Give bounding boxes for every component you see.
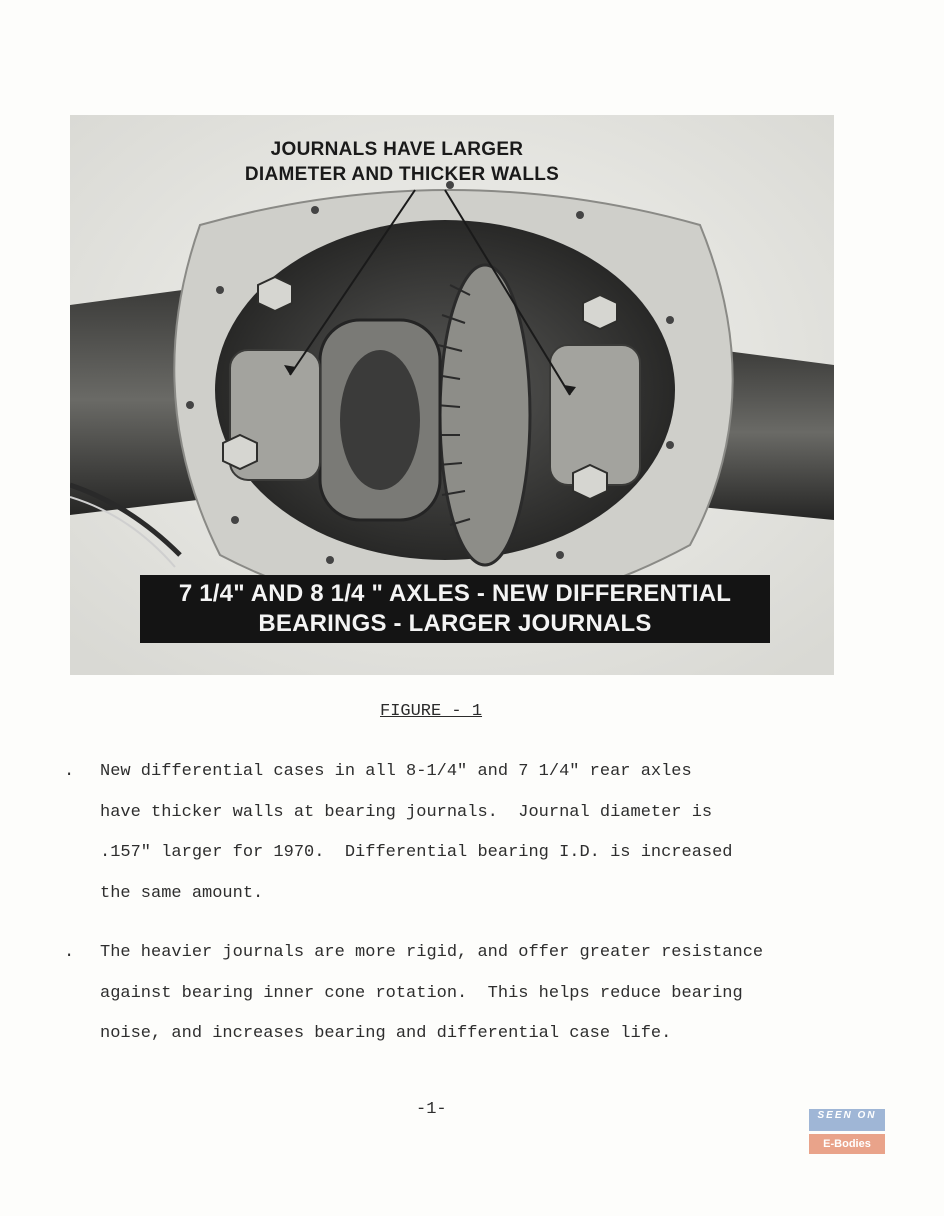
- journals-callout: [70, 137, 834, 187]
- bullet-1: .: [64, 762, 75, 781]
- paragraph-2: [100, 933, 880, 1055]
- stamp-top-text: SEEN ON: [809, 1109, 885, 1131]
- banner-line-2: BEARINGS - LARGER JOURNALS: [258, 610, 652, 637]
- paragraph-2-line-1: The heavier journals are more rigid, and offer greater resistance: [100, 943, 764, 962]
- callout-line-2: DIAMETER AND THICKER WALLS: [244, 164, 560, 185]
- paragraph-1-line-3: .157" larger for 1970. Differential bearing I.D. is increased: [100, 843, 733, 862]
- paragraph-2-line-3: noise, and increases bearing and differential case life.: [100, 1024, 672, 1043]
- banner-line-1: 7 1/4" AND 8 1/4 " AXLES - NEW DIFFERENTIAL: [178, 580, 732, 607]
- paragraph-1-line-2: have thicker walls at bearing journals. Journal diameter is: [100, 802, 713, 822]
- paragraph-2-line-2: against bearing inner cone rotation. This helps reduce bearing: [100, 983, 743, 1003]
- paragraph-1-line-1: New differential cases in all 8-1/4" and 7 1/4" rear axles: [100, 762, 692, 781]
- bullet-2: .: [64, 943, 75, 962]
- seen-on-ebodies-stamp: [809, 1109, 885, 1155]
- page-number: -1-: [416, 1100, 447, 1119]
- paragraph-1: [100, 752, 880, 914]
- figure-caption: FIGURE - 1: [380, 702, 483, 721]
- stamp-bottom-text: E-Bodies: [809, 1134, 885, 1154]
- axle-banner: [140, 575, 770, 643]
- callout-line-1: JOURNALS HAVE LARGER: [270, 139, 524, 160]
- paragraph-1-line-4: the same amount.: [100, 883, 264, 903]
- differential-photo: [70, 115, 834, 675]
